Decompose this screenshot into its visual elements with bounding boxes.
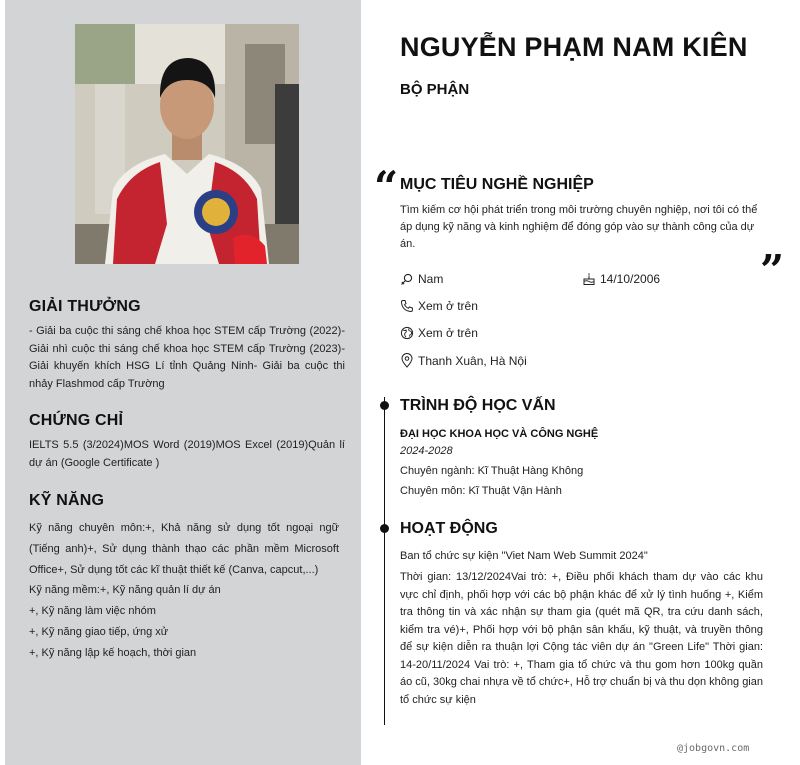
objective-text: Tìm kiếm cơ hội phát triển trong môi trường chuyên nghiệp, nơi tôi có thể áp dụng kỹ năng và kinh nghiệm để đóng góp vào sự thành công của dự án. xyxy=(400,204,758,250)
footer-credit: @jobgovn.com xyxy=(677,743,750,754)
phone-icon xyxy=(400,299,414,313)
birthday-value: 14/10/2006 xyxy=(600,272,661,286)
birthday-info xyxy=(582,272,660,286)
globe-icon xyxy=(400,326,414,340)
quote-open-icon: “ xyxy=(374,162,399,211)
address-value: Thanh Xuân, Hà Nội xyxy=(418,353,527,368)
education-period: 2024-2028 xyxy=(400,445,453,457)
email-info xyxy=(400,326,478,340)
certificates-heading: CHỨNG CHỈ xyxy=(29,412,124,429)
location-icon xyxy=(400,353,414,368)
skill-item: +, Kỹ năng giao tiếp, ứng xử xyxy=(29,625,169,638)
gender-icon xyxy=(400,272,414,286)
phone-info xyxy=(400,299,478,313)
skill-item: +, Kỹ năng làm việc nhóm xyxy=(29,605,156,618)
education-school: ĐẠI HỌC KHOA HỌC VÀ CÔNG NGHỆ xyxy=(400,428,599,440)
awards-heading: GIẢI THƯỞNG xyxy=(29,298,141,315)
certificates-text: IELTS 5.5 (3/2024)MOS Word (2019)MOS Excel (2019)Quản lí dự án (Google Certificate ) xyxy=(29,439,345,469)
skills-list xyxy=(29,518,339,664)
activity-organization: Ban tổ chức sự kiện "Viet Nam Web Summit 2024" xyxy=(400,550,648,562)
activity-description: Thời gian: 13/12/2024Vai trò: +, Điều phối khách tham dự vào các khu vực chỉ định, phối hợp với các bộ phận khác để xử lý tình huống +, Kiểm tra thông tin và xác nhận sự tham gia (quét mã QR, tra cứu danh sách, kiểm tra vé)+, Phối hợp với bộ phận sân khấu, kỹ thuật, và truyền thông để sự kiện diễn ra thuận lợi Cộng tác viên dự án "Green Life" Thời gian: 14-20/11/2024 Vai trò: +, Tham gia tổ chức và thu gom hơn 100kg quần áo cũ, 30kg chai nhựa về tổ chức+, Hỗ trợ chuẩn bị và thu dọn không gian tổ chức sự kiện xyxy=(400,571,763,706)
gender-info xyxy=(400,272,443,286)
education-specialty: Chuyên môn: Kĩ Thuật Vận Hành xyxy=(400,485,562,497)
skills-heading: KỸ NĂNG xyxy=(29,492,105,509)
timeline-dot xyxy=(380,524,389,533)
education-heading: TRÌNH ĐỘ HỌC VẤN xyxy=(400,397,556,414)
candidate-name: NGUYỄN PHẠM NAM KIÊN xyxy=(400,32,748,62)
skill-item: +, Kỹ năng lập kế hoạch, thời gian xyxy=(29,646,197,659)
gender-value: Nam xyxy=(418,272,444,286)
cake-icon xyxy=(582,272,596,286)
email-value: Xem ở trên xyxy=(418,326,478,340)
skill-item: Kỹ năng chuyên môn:+, Khả năng sử dụng tốt ngoại ngữ (Tiếng anh)+, Sử dụng thành thạo các phần mềm Microsoft Office+, Sử dụng tốt các kĩ thuật thiết kế (Canva, capcut,...) xyxy=(29,522,339,576)
phone-value: Xem ở trên xyxy=(418,299,478,313)
timeline-line xyxy=(384,397,385,725)
activities-heading: HOẠT ĐỘNG xyxy=(400,520,498,537)
objective-heading: MỤC TIÊU NGHỀ NGHIỆP xyxy=(400,176,594,193)
education-major: Chuyên ngành: Kĩ Thuật Hàng Không xyxy=(400,465,584,477)
quote-close-icon: ” xyxy=(760,246,785,295)
timeline-dot xyxy=(380,401,389,410)
sidebar xyxy=(5,0,361,765)
awards-text: - Giải ba cuộc thi sáng chế khoa học STEM cấp Trường (2022)- Giải nhì cuộc thi sáng chế khoa học STEM cấp Trường (2023)- Giải khuyến khích HSG Lí tỉnh Quảng Ninh- Giải ba cuộc thi nhảy Flashmod cấp Trường xyxy=(29,325,345,390)
profile-photo xyxy=(75,24,299,264)
skill-item: Kỹ năng mềm:+, Kỹ năng quản lí dự án xyxy=(29,584,221,597)
address-info xyxy=(400,353,527,368)
department-label: BỘ PHẬN xyxy=(400,81,470,98)
